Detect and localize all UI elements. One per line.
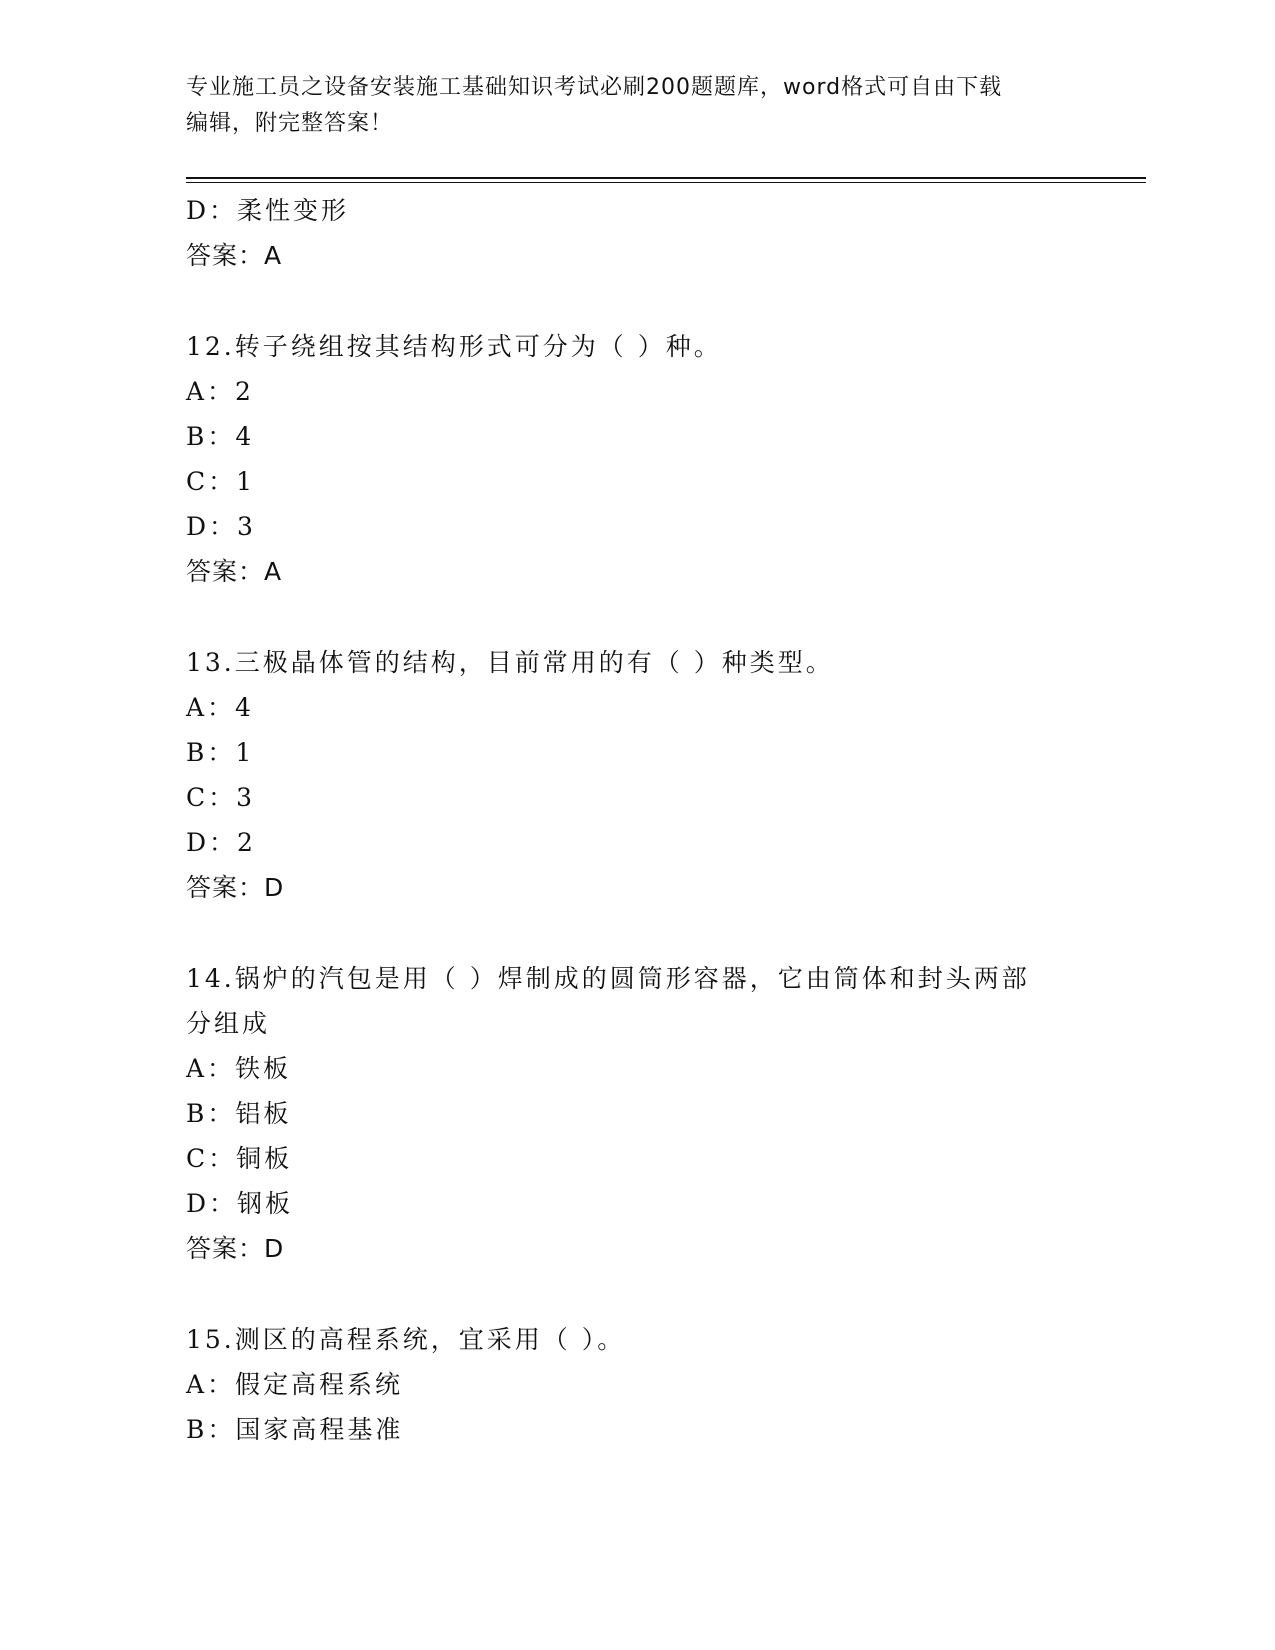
option-d: D：钢板 — [186, 1189, 294, 1218]
option-c: C：3 — [186, 783, 256, 812]
spacer — [186, 910, 1086, 956]
question-text-line2: 分组成 — [186, 1009, 271, 1038]
option-a: A：假定高程系统 — [186, 1370, 404, 1399]
option-a: A：铁板 — [186, 1054, 292, 1083]
option-d: D：2 — [186, 828, 256, 857]
question-text: 13.三极晶体管的结构，目前常用的有（ ）种类型。 — [186, 648, 834, 677]
spacer — [186, 1271, 1086, 1317]
question-text: 15.测区的高程系统，宜采用（ ）。 — [186, 1325, 626, 1354]
option-d: D：柔性变形 — [186, 196, 350, 225]
option-a: A：2 — [186, 377, 254, 406]
option-b: B：铝板 — [186, 1099, 292, 1128]
answer-line: 答案：A — [186, 557, 283, 586]
question-text-line1: 14.锅炉的汽包是用（ ）焊制成的圆筒形容器，它由筒体和封头两部 — [186, 964, 1030, 993]
answer-line: 答案：A — [186, 241, 283, 270]
header-divider-thin — [186, 182, 1146, 183]
option-c: C：铜板 — [186, 1144, 293, 1173]
option-d: D：3 — [186, 512, 256, 541]
option-b: B：4 — [186, 422, 255, 451]
question-block-12 — [186, 324, 1086, 594]
question-block-14 — [186, 956, 1086, 1271]
header-title-line1: 专业施工员之设备安装施工基础知识考试必刷200题题库，word格式可自由下载 — [186, 75, 1003, 100]
question-block-13 — [186, 640, 1086, 910]
option-b: B：国家高程基准 — [186, 1415, 404, 1444]
option-c: C：1 — [186, 467, 256, 496]
question-text: 12.转子绕组按其结构形式可分为（ ）种。 — [186, 332, 722, 361]
question-block-15 — [186, 1317, 1086, 1452]
question-block-prev — [186, 188, 1086, 278]
spacer — [186, 594, 1086, 640]
question-list — [186, 188, 1086, 1452]
answer-line: 答案：D — [186, 1234, 285, 1263]
option-b: B：1 — [186, 738, 255, 767]
header-divider-thick — [186, 177, 1146, 179]
header-title-line2: 编辑，附完整答案！ — [186, 111, 394, 136]
option-a: A：4 — [186, 693, 254, 722]
document-header — [186, 70, 1066, 142]
answer-line: 答案：D — [186, 873, 285, 902]
spacer — [186, 278, 1086, 324]
